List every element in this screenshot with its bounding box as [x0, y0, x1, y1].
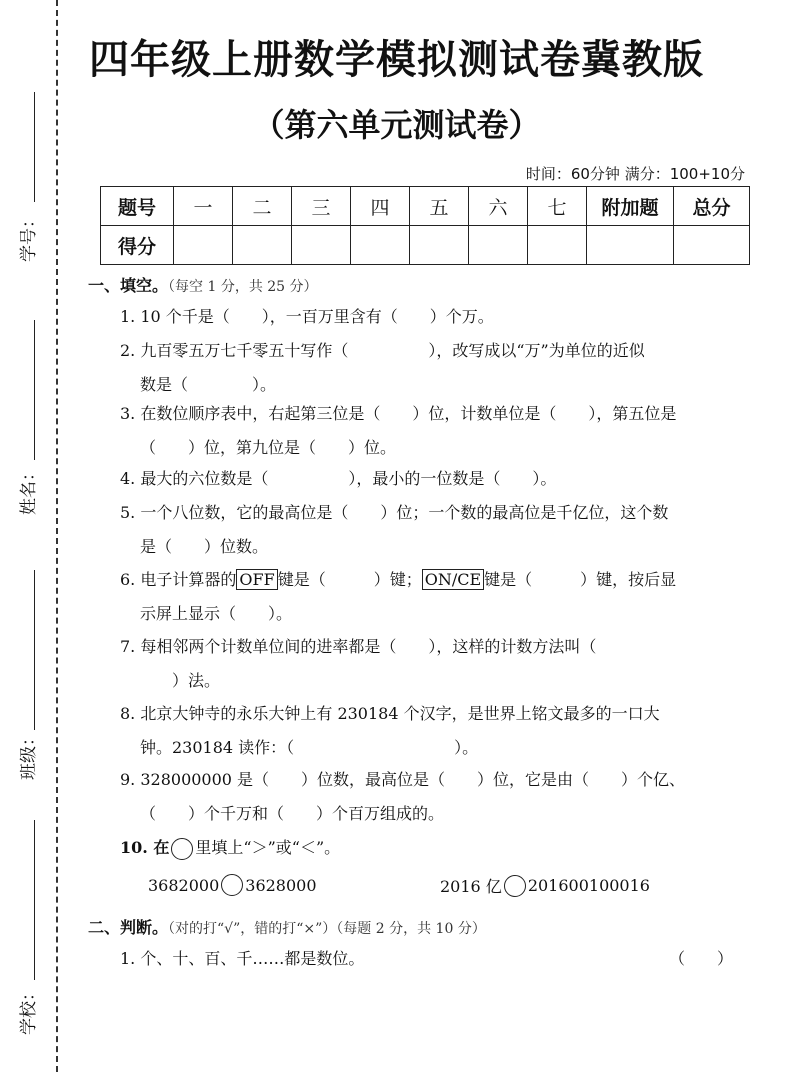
question-text: 1. 个、十、百、千……都是数位。	[120, 949, 365, 968]
compare-right: 3628000	[245, 875, 317, 895]
compare-circle[interactable]	[221, 874, 243, 896]
score-cell[interactable]	[528, 226, 587, 265]
question-text-cont: 是（ ）位数。	[140, 537, 269, 556]
question-text: 9. 328000000 是（ ）位数，最高位是（ ）位，它是由（ ）个亿、	[120, 770, 686, 789]
score-head-cell: 三	[292, 187, 351, 226]
name-label: 姓名：	[19, 464, 39, 515]
school-label: 学校：	[19, 984, 39, 1035]
question-5	[120, 496, 740, 564]
page-subtitle: （第六单元测试卷）	[252, 106, 541, 144]
compare-left: 2016 亿	[440, 877, 502, 896]
oncekey-box: ON/CE	[422, 569, 484, 590]
question-1	[120, 300, 740, 334]
question-text-cont: 钟。230184 读作：（ ）。	[140, 738, 479, 757]
section1-heading	[88, 273, 318, 296]
question-text	[120, 831, 740, 865]
student-no-label: 学号：	[19, 211, 39, 262]
score-cell[interactable]	[174, 226, 233, 265]
question-7	[120, 630, 740, 698]
class-line[interactable]	[34, 570, 35, 730]
score-head-cell: 题号	[101, 187, 174, 226]
question-10	[120, 831, 740, 865]
score-head-cell: 二	[233, 187, 292, 226]
compare-item-2	[440, 874, 650, 897]
score-cell[interactable]	[674, 226, 750, 265]
circle-icon	[171, 838, 193, 860]
judge-question-1	[120, 942, 740, 976]
score-head-cell: 附加题	[587, 187, 674, 226]
section1-note: （每空 1 分，共 25 分）	[168, 279, 318, 295]
question-4	[120, 462, 740, 496]
question-9	[120, 763, 740, 831]
score-head-cell: 六	[469, 187, 528, 226]
score-cell[interactable]	[469, 226, 528, 265]
q10-pre: 10. 在	[120, 838, 170, 857]
score-head-cell: 一	[174, 187, 233, 226]
compare-item-1	[148, 874, 317, 896]
question-2	[120, 334, 740, 402]
off-key-box: OFF	[236, 569, 277, 590]
score-table	[100, 186, 750, 265]
question-text: 2. 九百零五万七千零五十写作（ ），改写成以“万”为单位的近似	[120, 341, 645, 360]
section1-title: 一、填空。	[88, 276, 169, 295]
q10-post: 里填上“＞”或“＜”。	[195, 838, 341, 857]
section2-heading	[88, 915, 486, 938]
compare-right: 201600100016	[527, 876, 650, 895]
question-text: 4. 最大的六位数是（ ），最小的一位数是（ ）。	[120, 469, 557, 488]
score-cell[interactable]	[233, 226, 292, 265]
question-text-cont: ）法。	[140, 671, 221, 690]
question-text: 3. 在数位顺序表中，右起第三位是（ ）位，计数单位是（ ），第五位是	[120, 404, 677, 423]
question-text-cont: 示屏上显示（ ）。	[140, 604, 293, 623]
score-head-cell: 四	[351, 187, 410, 226]
score-head-cell: 七	[528, 187, 587, 226]
name-line[interactable]	[34, 320, 35, 460]
section2-note: （对的打“√”，错的打“×”）（每题 2 分，共 10 分）	[168, 921, 486, 937]
question-text-cont: （ ）个千万和（ ）个百万组成的。	[140, 804, 445, 823]
question-text-cont: 数是（ ）。	[140, 375, 277, 394]
class-label: 班级：	[19, 729, 39, 780]
score-cell[interactable]	[587, 226, 674, 265]
compare-circle[interactable]	[504, 875, 526, 897]
school-line[interactable]	[34, 820, 35, 980]
q6-mid: 键是（ ）键；	[277, 570, 422, 589]
score-row-label: 得分	[101, 226, 174, 265]
score-head-cell: 总分	[674, 187, 750, 226]
q6-pre: 6. 电子计算器的	[120, 570, 237, 589]
question-text: 5. 一个八位数，它的最高位是（ ）位；一个数的最高位是千亿位，这个数	[120, 503, 669, 522]
page-title: 四年级上册数学模拟测试卷冀教版	[89, 37, 704, 83]
binding-dashed-line	[56, 0, 58, 1072]
question-text	[120, 563, 740, 597]
score-head-cell: 五	[410, 187, 469, 226]
question-text: 1. 10 个千是（ ），一百万里含有（ ）个万。	[120, 307, 494, 326]
question-text-cont: （ ）位，第九位是（ ）位。	[140, 438, 397, 457]
section2-title: 二、判断。	[88, 918, 169, 937]
exam-meta: 时间：60分钟 满分：100+10分	[525, 165, 745, 183]
question-6	[120, 563, 740, 631]
score-table-header-row	[101, 187, 750, 226]
score-table-score-row	[101, 226, 750, 265]
question-3	[120, 397, 740, 465]
question-8	[120, 697, 740, 765]
score-cell[interactable]	[292, 226, 351, 265]
compare-left: 3682000	[148, 875, 220, 895]
question-text: 8. 北京大钟寺的永乐大钟上有 230184 个汉字，是世界上铭文最多的一口大	[120, 704, 660, 723]
judge-answer-paren[interactable]: （ ）	[668, 949, 733, 968]
score-cell[interactable]	[410, 226, 469, 265]
q6-post: 键是（ ）键，按后显	[484, 570, 677, 589]
question-text: 7. 每相邻两个计数单位间的进率都是（ ），这样的计数方法叫（	[120, 637, 597, 656]
score-cell[interactable]	[351, 226, 410, 265]
